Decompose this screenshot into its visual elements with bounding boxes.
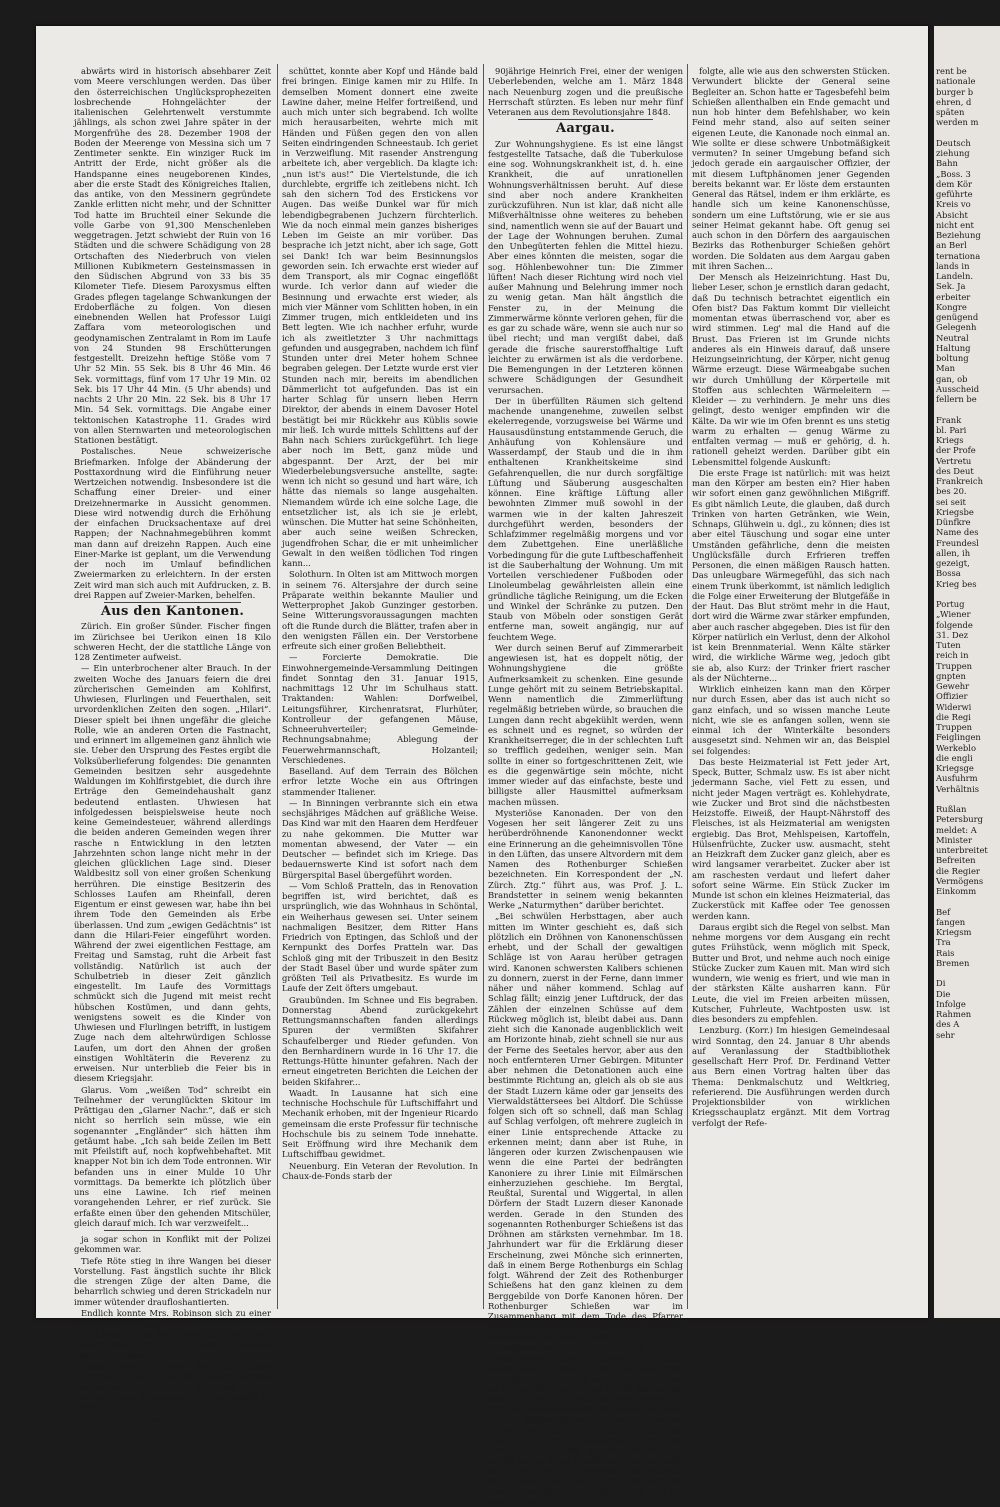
paragraph: Tiefe Röte stieg in ihre Wangen bei dieser Vorstellung. Fast ängstlich suchte ihr Blick die strengen Züge der alten Dame, die beharrlich schwieg und deren Strickadeln nur immer wütender draufloshantierten. <box>74 1255 271 1307</box>
cropped-text-line: erbeiter <box>936 291 971 302</box>
cropped-text-line: Werkeblo <box>936 742 976 753</box>
cropped-text-line: Die <box>936 988 951 999</box>
cropped-text-line: Vertretu <box>936 455 972 466</box>
cropped-text-line: Widerwi <box>936 701 972 712</box>
cropped-text-line: Tra <box>936 937 951 948</box>
cropped-text-line: Gelegenh <box>936 322 977 333</box>
cropped-text-line: Kriegsm <box>936 927 972 937</box>
paragraph: folgte, alle wie aus den schwersten Stücken. Verwundert blickte der General seine Begleiter an. Schon hatte er Tagesbefehl beim Schießen allenthalben ein Ende gemacht und nun hob hinter dem Befehlshaber, wo kein Feind mehr stand, also auf seiten seiner eigenen Leute, die Kanonade noch einmal an. Wie sollte er diese schwere Unbotmäßigkeit vermuten? In seiner Umgebung befand sich jedoch gerade ein aargauischer Offizier, der mit diesem Luftphänomen jener Gegenden bereits bekannt war. Er löste dem erstaunten General das Rätsel, indem er ihm erklärte, es handle sich um keine Kanonenschüsse, sondern um eine Luftstörung, wie er sie aus seiner Heimat gekannt habe. Oft genug sei auch schon in den Dörfern des aargauischen Bezirks das Rothenburger Schießen gehört worden. Die Soldaten aus dem Aargau gaben mit ihren Sachen... <box>692 66 890 271</box>
newspaper-page <box>36 26 928 1507</box>
cropped-text-line: genügend <box>936 312 979 322</box>
paragraph: — Forcierte Demokratie. Die Einwohnergemeinde-Versammlung Deitingen findet Sonntag den 31. Januar 1915, nachmittags 12 Uhr im Schulhaus statt. Traktanden: Wahlen: Dorfweibel, Leitungsführer, Kirchenratsrat, Flurhüter, Kontrolleur der gefangenen Mäuse, Schneeruhverteiler; Gemeinde-Rechnungsabnahme; Ablegung der Feuerwehrmannschaft, Holzanteil; Verschiedenes. <box>282 652 478 765</box>
paragraph: „Bei schwülen Herbsttagen, aber auch mitten im Winter geschieht es, daß sich plötzlich ein Dröhnen von Kanonenschüssen erhebt, und der Schall der gewaltigen Schläge ist von Aarau herüber getragen wird. Kanonen schwersten Kalibers schienen zu donnern, zuerst in der Ferne, dann immer näher und näher kommend. Schlag auf Schlag fällt; einzig jener Luftdruck, der das Zählen der einzelnen Schüsse auf dem Rückweg möglich ist, bleibt dabei aus. Dann zieht sich die Kanonade augenblicklich weit am Horizonte hinab, zieht schnell sie nur aus der Ferne des Seetales hervor, aber aus den noch entfernteren Urner Gebirgen. Mitunter aber nehmen die Detonationen auch eine bestimmte Richtung an, gleich als ob sie aus der Stadt Luzern käme oder gar jenseits des Vierwaldstättersees bei Altdorf. Die Schüsse folgen sich oft so schnell, daß man Schlag auf Schlag verfolgen, oft mehrere zugleich in einer Linie entsprechende Attacke zu erkennen meint; dann aber ist Ruhe, in längeren oder kurzen Zwischenpausen wie wenn die eine Partei der bedrängten Kanoniere zu ihrer Linie mit Eilmärschen einherzuziehen geschiehe. Im Bergtal, Reußtal, Surental und Wiggertal, in allen Dörfern der Stadt Luzern dieser Kanonade werden. Gerade in den Stunden des sogenannten Rothenburger Schießens ist das Dröhnen am stärksten vernehmbar. Im 18. Jahrhundert war für die Erklärung dieser Erscheinung, zwei Mönche sich erinnerten, daß in einem Berge Rothenburgs ein Schlag folgt. Während der Zeit des Rothenburger Schießens hat den ganz kleinen zu dem Berggebilde von Dorfe Kanonen hören. Der Rothenburger Schießen war im Zusammenhang mit dem Tode des Pfarrer Schüpfer, der noch 1847 mit seinen Truppen geschlossen die Stadt Luzern...“ <box>488 911 683 1342</box>
column-rule <box>483 64 484 1309</box>
divider <box>518 119 653 120</box>
cropped-text-line: Verhältnis <box>936 783 980 794</box>
cropped-text-line: rent be <box>936 66 967 76</box>
cropped-text-line <box>936 128 996 138</box>
cropped-text-line: Frankreich <box>936 476 983 486</box>
paragraph: — Ein unterbrochener alter Brauch. In der zweiten Woche des Januars feiern die drei zürcherischen Gemeinden am Kohlfirst, Uhwiesen, Flurlingen und Feuerthalen, seit urvordenklichen Zeiten den sogen. „Hilari“. Dieser spielt bei ihnen ungefähr die gleiche Rolle, wie an anderen Orten die Fastnacht, und erinnert im allgemeinen ganz ähnlich wie sie. Ueber den Ursprung des Festes ergibt die Volksüberlieferung folgendes: Die genannten Gemeinden besitzen sehr ausgedehnte Waldungen im Kohlfirstgebiet, die durch ihre Erträge den Gemeindehaushalt ganz bedeutend entlasten. Uhwiesen hat infolgedessen beispielsweise heute noch keine Gemeindesteuer, während allerdings die beiden anderen Gemeinden wegen ihrer rasche n Entwicklung in den letzten Jahrzehnten schon lange nicht mehr in der gleichen glücklichen Lage sind. Dieser Waldbesitz soll von einer großen Schenkung herrühren. Die einstige Besitzerin des Schlosses Laufen am Rheinfall, deren Eigentum er einst gewesen war, habe ihn bei ihrem Tode den Gemeinden als Erbe überlassen. Und zum „ewigen Gedächtnis“ ist dann die Hilari-Feier eingeführt worden. Während der zwei eigentlichen Festtage, am Freitag und Samstag, ruht die Arbeit fast vollständig. Natürlich ist auch der Schulbetrieb in dieser Zeit gänzlich eingestellt. Im Laufe des Vormittags schmückt sich die Jugend mit meist recht hübschen Kostümen, und dann gehts, wenigstens soweit es die Kinder von Uhwiesen und Flurlingen betrifft, in lustigem Zuge nach dem altehrwürdigen Schlosse Laufen, um dort den Ahnen der großen einstigen Wohltäterin die Reverenz zu erweisen. Nur unterblieb die Feier bis in diesem Kriegsjahr. <box>74 663 271 1084</box>
cropped-text-line: Ausfuhrm <box>936 773 978 784</box>
cropped-text-line: Bossa <box>936 568 961 579</box>
cropped-text-line: Landeln. <box>936 271 974 281</box>
cropped-text-line: Tuten <box>936 640 961 650</box>
cropped-text-line <box>936 896 996 906</box>
cropped-text-line: Frank <box>936 414 962 425</box>
cropped-text-line: allen, ih <box>936 547 971 558</box>
paragraph: Der in überfüllten Räumen sich geltend machende unangenehme, zuweilen selbst ekelerregende, vorzugsweise bei Wärme und Hausausdünstung entstammende Geruch, die Anhäufung von Kohlensäure und Wasserdampf, der Staub und die in ihm enthaltenen Krankheitskeime sind Gefahrenquellen, die nur durch sorgfältige Lüftung und Säuberung ausgeschalten können. Eine kräftige Lüftung aller bewohnten Zimmer muß sowohl in der warmen wie in der kalten Jahreszeit durchgeführt werden, besonders der Schlafzimmer regelmäßig morgens und vor dem Zubettgehen. Eine unerläßliche Vorbedingung für die gute Luftbeschaffenheit ist die Sauberhaltung der Wohnung. Um mit Vorteilen verschiedener Fußboden oder Linoleumbelag gewährleisten allein eine gründliche tägliche Reinigung, um die Ecken und Winkel der Schränke zu putzen. Den Staub von Möbeln oder sonstigen Gerät entferne man, soweit angängig, nur auf feuchtem Wege. <box>488 395 683 642</box>
cropped-text-line: ehren, d <box>936 96 972 107</box>
cropped-text-line: Freundesl <box>936 537 979 548</box>
cropped-text-line: lands in <box>936 260 970 271</box>
cropped-text-line: späten <box>936 107 965 117</box>
cropped-text-line: Haltung <box>936 342 971 353</box>
cropped-text-line: 31. Dez <box>936 629 969 640</box>
cropped-text-line: Absicht <box>936 209 968 220</box>
paragraph: — Vom Schloß Pratteln, das in Renovation begriffen ist, wird berichtet, daß es ursprünglich, wie das Wohnhaus in Schöntal, ein Weiherhaus gewesen sei. Unter seinem nachmaligen Besitzer, dem Ritter Hans Friedrich von Eptingen, das Schloß und der Kernpunkt des Dorfes Pratteln war. Das Schloß ging mit der Tribuszeit in den Besitz der Stadt Basel über und wurde später zum größten Teil als Privatbesitz. Es wurde im Laufe der Zeit öfters umgebaut. <box>282 880 478 994</box>
column-rule <box>277 64 278 1309</box>
cropped-text-line: gezeigt, <box>936 558 970 568</box>
section-heading: Aargau. <box>556 121 615 137</box>
continuation-note: (Fortsetzung folgt.) <box>133 1416 212 1426</box>
paragraph: Wirklich einheizen kann man den Körper nur durch Essen, aber das ist auch nicht so ganz einfach, und so wissen manche Leute nicht, wie sie es anfangen sollen, wenn sie einmal ich der Winterkälte besonders ausgesetzt sind. Nehmen wir an, das Beispiel sei folgendes: <box>692 684 890 756</box>
cropped-text-line: der Profe <box>936 445 976 456</box>
paragraph: Wer durch seinen Beruf auf Zimmerarbeit angewiesen ist, hat es doppelt nötig, der Wohnungshygiene die größte Aufmerksamkeit zu schenken. Eine gesunde Lunge gehört mit zu seinem Betriebskapital. Wenn namentlich die Zimmerlüftung regelmäßig betrieben würde, so brauchen die Lungen dann recht abgekühlt werden, wenn es schneit und es regnet, so würden der Krankheitserreger, die in der schlechten Luft so trefflich gedeihen, weniger sein. Man sollte in einer so fortgeschrittenen Zeit, wie es die gegenwärtige sein möchte, nicht immer wieder auf das einfachste, beste und billigste aller Hausmittel aufmerksam machen müssen. <box>488 642 683 807</box>
cropped-text-line: Bahn <box>936 158 958 169</box>
cropped-text-line: Kongre <box>936 301 967 312</box>
paragraph: Zürich. Ein großer Sünder. Fischer fingen im Zürichsee bei Uerikon einen 18 Kilo schweren Hecht, der die stattliche Länge von 128 Zentimeter aufweist. <box>74 621 271 662</box>
adjacent-page-column <box>936 66 996 1040</box>
paragraph: „Wen? Wen?“ echote die alte Dame aufgeregt. „Nun — natürlich unsere Virginia und meinen braven Sohn, der eben wieder tam, um Ihnen, Mademoiselle, Gesellschaft zu leisten.“ <box>74 1361 271 1412</box>
cropped-text-line: des A <box>936 1019 960 1030</box>
paragraph: 90jährige Heinrich Frei, einer der wenigen Ueberlebenden, welche am 1. März 1848 nach Neuenburg zogen und die preußische Herrschaft stürzten. Es leben nur mehr fünf Veteranen aus dem Revolutionsjahre 1848. <box>488 66 683 117</box>
divider <box>104 602 241 603</box>
cropped-text-line: die engli <box>936 752 973 763</box>
cropped-text-line: Infolge <box>936 998 966 1009</box>
cropped-text-line: dem Kör <box>936 178 972 189</box>
paragraph: Glarus. Vom „weißen Tod“ schreibt ein Teilnehmer der verunglückten Skitour im Prättigau den „Glarner Nachr.“, daß er sich nicht so herrlich sein müsse, wie ein sogenannter „Engländer“ sich hätten ihm getäumt habe. „Ich sah beide Zeilen im Bett mit Pfeilstift auf, noch kopfwehbehaftet. Mit knapper Not bin ich dem Tode entronnen. Wir befanden uns in einer Mulde 10 Uhr vormittags. Da bemerkte ich plötzlich über uns eine Lawine. Ich rief meinen vorangehenden Lehrer, er rief zurück. Sie erfaßte einen über den gehenden Mitschüler, gleich darauf mich. Ich war verzweifelt... <box>74 1084 271 1228</box>
cropped-text-line: gan, ob <box>936 373 968 384</box>
paragraph: Das beste Heizmaterial ist Fett jeder Art, Speck, Butter, Schmalz usw. Es ist aber nicht jedermann Sache, viel Fett zu essen, und nicht jeder Magen verträgt es. Kohlehydrate, wie Zucker und Brot sind die nächstbesten Heizstoffe. Eiweiß, der Haupt-Nährstoff des Fleisches, ist als Heizmaterial am wenigsten ergiebig. Das Brot, Mehlspeisen, Kartoffeln, Hülsenfrüchte, Zucker usw. ausmacht, steht an Heizkraft dem Zucker ganz gleich, aber es wird langsamer verarbeitet. Zucker aber ist am raschesten verdaut und liefert daher sofort seine Wärme. Ein Stück Zucker im Munde ist schon ein kleines Heizmaterial, das Zuckerstück mit Kaffee oder Tee genossen werden kann. <box>692 756 890 921</box>
cropped-text-line: ternationa <box>936 250 981 261</box>
paragraph: Postalisches. Neue schweizerische Briefmarken. Infolge der Abänderung der Posttaxordnung wird die Einführung neuer Wertzeichen notwendig. Insbesondere ist die Schaffung einer Dreier- und einer Dreizehnermarke in Aussicht genommen. Diese wird notwendig durch die Erhöhung der einfachen Drucksachentaxe auf drei Rappen; der Nachnahmegebühren kommt man dann auf dreizehn Rappen. Auch eine Einer-Marke ist geplant, um die Verwendung der noch im Umlauf befindlichen Zweiermarken zu erleichtern. In der ersten Zeit wird man sich auch mit Aufdrucken, z. B. drei Rappen auf Zweier-Marken, behelfen. <box>74 446 271 600</box>
section-heading: Aus den Kantonen. <box>100 604 245 619</box>
cropped-text-line: Bremen <box>936 957 970 968</box>
cropped-text-line: „Boss. 3 <box>936 168 971 179</box>
cropped-text-line: burger b <box>936 86 974 97</box>
paragraph: Die erste Frage ist natürlich: mit was heizt man den Körper am besten ein? Hier haben wir sofort einen ganz gewöhnlichen Mißgriff. Es gibt nämlich Leute, die glauben, daß durch Trinken von harten Getränken, wie Wein, Schnaps, Glühwein u. dgl., zu können; dies ist aber eitel Täuschung und sogar eine unter Umständen gefährliche, denn die meisten Unglücksfälle durch Erfrieren treffen Personen, die einen mäßigen Rausch hatten. Das unleugbare Wärmegefühl, das sich nach einem Trunk überkommt, ist nämlich lediglich die Folge einer Erweiterung der Blutgefäße in der Haut. Das Blut strömt mehr in die Haut, dort wird die Wärme zwar stärker empfunden, aber auch rascher abgegeben. Dies ist für den Körper natürlich ein Verlust, denn der Alkohol ist kein Brennmaterial. Wenn Kälte stärker wird, die wirkliche Wärme weg, jedoch gibt sie ab, also Kurz: der Trinker friert rascher als der Nüchterne... <box>692 467 890 683</box>
cropped-text-line: Neutral <box>936 332 969 343</box>
cropped-text-line: Minister <box>936 834 972 845</box>
cropped-text-line: bes 20. <box>936 486 967 497</box>
cropped-text-line <box>936 968 996 978</box>
column-4 <box>692 66 890 1301</box>
cropped-text-line: Name des <box>936 527 979 538</box>
cropped-text-line: folgende <box>936 619 973 630</box>
paragraph: abwärts wird in historisch absehbarer Zeit vom Meere verschlungen werden. Das über den österreichischen Unglücksprophezeiten losbrechende Hohngelächter der italienischen Gelehrtenwelt verstummte jählings, als schon zwei Jahre später in der Morgenfrühe des 28. Dezember 1908 der Boden der Meerenge von Messina sich um 7 Zentimeter senkte. Ein winziger Ruck im Antritt der Erde, nicht größer als die Handspanne eines neugeborenen Kindes, aber die erste Stadt des Königreiches Italien, das antike, von den Messinern gegründete Zankle erlitten nicht mehr, und der Schnitter Tod hatte im Bruchteil einer Sekunde die volle Garbe von 91,300 Menschenleben weggetragen. Jetzt schwiebt der Ruin von 16 Städten und die schwere Schädigung von 28 Ortschaften des Niederbruch von vielen Millionen Kubikmetern Gesteinsmassen in den Südischen Abgrund von 33 bis 35 Kilometer Tiefe. Diesem Paroxysmus elften Grades pflegen tagelange Schwankungen der Erdoberfläche zu folgen. Von diesen einebnenden Wellen hat Professor Luigi Zaffara vom meteorologischen und geodynamischen Zentralamt in Rom im Laufe von 24 Stunden 98 Erschütterungen festgestellt. Dreizehn heftige Stöße vom 7 Uhr 52 Min. 55 Sek. bis 8 Uhr 46 Min. 46 Sek. vormittags, fünf vom 17 Uhr 19 Min. 02 Sek. bis 17 Uhr 44 Min. (5 Uhr abends) und nachts 2 Uhr 20 Min. 22 Sek. bis 8 Uhr 17 Min. 54 Sek. vormittags. Die Angabe einer tektonischen Katastrophe 11. Grades wird von allen Sternwarten und meteorologischen Stationen bestätigt. <box>74 66 271 445</box>
cropped-text-line <box>936 404 996 414</box>
cropped-text-line: gnpten <box>936 670 966 681</box>
cropped-text-line: Feiglingen <box>936 732 981 743</box>
paragraph: schüttet, konnte aber Kopf und Hände bald frei bringen. Einige kamen mir zu Hilfe. In demselben Moment donnert eine zweite Lawine daher, meine Helfer fortreißend, und auch mich unter sich begrabend. Ich wollte mich herausarbeiten, wehrte mich mit Händen und Füßen gegen den von allen Seiten eindringenden Schneestaub. Ich geriet in Verzweiflung. Mit rasender Anstrengung arbeitete ich, aber vergeblich. Da klagte ich: „nun ist's aus!“ Die Viertelstunde, die ich durchlebte, ergriffe ich zeitlebens nicht. Ich sah den sichern Tod des Erstickens vor Augen. Das weiße Dunkel war für mich lebendigbegrabenen Juchzern fürchterlich. Wie da noch einmal mein ganzes bisheriges Leben im Geiste an mir vorüber. Das besprache ich jetzt nicht, aber ich sage, Gott sei Dank! Ich war beim Besinnungslos geworden sein. Ich erwachte erst wieder auf dem Transport, als mir Cognac eingeflößt wurde. Ich verlor dann auf wieder die Besinnung und erwachte erst wieder, als mich vier Männer vom Schlitten hoben, in ein Zimmer trugen, mich entkleideten und ins Bett legten. Wie ich nachher erfuhr, wurde ich als zweitletzter 3 Uhr nachmittags gefunden und ausgegraben, nachdem ich fünf Stunden unter drei Meter hohem Schnee begraben gelegen. Der Letzte wurde erst vier Stunden nach mir, bereits im abendlichen Dämmerlicht tot aufgefunden. Das ist ein harter Schlag für unsern lieben Herrn Direktor, der abends in einem Davoser Hotel bestätigt bei mir Rückkehr aus Küblis sowie mir ließ. Ich wurde mittels Schlittens auf der Bahn nach Schiers zurückgeführt. Ich liege aber noch im Bett, ganz müde und abgespannt. Der Arzt, der bei mir Wiederbelebungsversuche anstellte, sagte: wenn ich nicht so gesund und hart wäre, ich hätte das niemals so lange ausgehalten. Niemandem würde ich eine solche Lage, die entsetzlicher ist, als ich sie je erlebt, wünschen. Die Mutter hat seine Schönheiten, aber auch seine weißen Schrecken, jugendfrohen Schar, die er mit unheimlicher Gewalt in den weißen tödlichen Tod ringen kann... <box>282 66 478 568</box>
cropped-text-line <box>936 589 996 599</box>
cropped-text-line: meldet: A <box>936 824 977 835</box>
paragraph: — In Binningen verbrannte sich ein etwa sechsjähriges Mädchen auf gräßliche Weise. Das Kind war mit den Haaren dem Herdfeuer zu nahe gekommen. Die Mutter war momentan abwesend, der Vater — ein Deutscher — befindet sich im Kriege. Das bedauernswerte Kind ist sofort nach dem Bürgerspital Basel übergeführt worden. <box>282 797 478 880</box>
cropped-text-line: Rahmen <box>936 1009 972 1019</box>
cropped-text-line: unterbreitet <box>936 845 988 855</box>
cropped-text-line: Rußlan <box>936 804 967 814</box>
cropped-text-line: sehr <box>936 1029 955 1040</box>
cropped-text-line: bl. Pari <box>936 424 967 435</box>
paragraph: ja sogar schon in Konflikt mit der Polizei gekommen war. <box>74 1234 271 1255</box>
cropped-text-line: fellern be <box>936 394 977 404</box>
cropped-text-line: Kriegsge <box>936 763 974 773</box>
paragraph: Der Mensch als Heizeinrichtung. Hast Du, lieber Leser, schon je ernstlich daran gedacht, daß Du technisch betrachtet eigentlich ein Ofen bist? Das Faktum kommt Dir vielleicht momentan etwas überraschend vor, aber es wird stimmen. Leg' mal die Hand auf die Brust. Das Frieren ist im Grunde nichts anderes als ein Hinweis darauf, daß unsere Heizungseinrichtung, der Körper, nicht genug Wärme erzeugt. Diese Wärmeabgabe suchen wir durch Umhüllung der Körperteile mit Stoffen aus schlechten Wärmeleitern — Kleider — zu verhindern. Je mehr uns dies gelingt, desto weniger empfinden wir die Kälte. Da wir wie im Ofen brennt es uns stetig warm zu erhalten — genug Wärme zu entfalten vermag — muß er gehörig, d. h. rationell geheizt werden. Darüber gibt ein Lebensmittel folgende Auskunft: <box>692 272 890 467</box>
cropped-text-line: Petersburg <box>936 814 983 825</box>
cropped-text-line: Gewehr <box>936 681 970 691</box>
column-3 <box>488 66 683 1507</box>
cropped-text-line: nationale <box>936 76 976 87</box>
cropped-text-line <box>936 794 996 804</box>
cropped-text-line: Kriegs <box>936 435 964 445</box>
paragraph: Daraus ergibt sich die Regel von selbst. Man nehme morgens vor dem Ausgang ein recht gutes Frühstück, wenn möglich mit Speck, Butter und Brot, und nehme auch noch einige Stücke Zucker zum Kauen mit. Man wird sich wundern, wie wenig es friert, und wie man in der stärksten Kälte ausharren kann. Für Leute, die viel im Freien arbeiten müssen, Kutscher, Fuhrleute, Wachtposten usw. ist dies besonders zu empfehlen. <box>692 921 890 1024</box>
cropped-text-line: nicht ent <box>936 219 974 230</box>
column-1 <box>74 66 271 1426</box>
cropped-text-line: Man <box>936 363 955 374</box>
cropped-text-line: Truppen <box>936 722 973 732</box>
cropped-text-line: Einkomm <box>936 886 977 896</box>
cropped-text-line: Offizier <box>936 691 968 702</box>
column-rule <box>687 64 688 1309</box>
cropped-text-line: Di <box>936 978 946 989</box>
cropped-text-line: Kreis vo <box>936 199 971 210</box>
cropped-text-line: an Berl <box>936 240 967 251</box>
divider <box>104 1230 241 1231</box>
cropped-text-line: sei seit <box>936 496 966 507</box>
paragraph: Waadt. In Lausanne hat sich eine technische Hochschule für Luftschiffahrt und Mechanik erhoben, mit der Ingenieur Ricardo gemeinsam die erste Professur für technische Hochschule bis zu seinem Tode innehatte. Seit Eröffnung wird ihre Mechanik dem Luftschiffbau gewidmet. <box>282 1087 478 1160</box>
cropped-text-line: Deutsch <box>936 137 971 148</box>
adjacent-page-edge <box>934 26 1000 1318</box>
paragraph: Neuenburg. Ein Veteran der Revolution. In Chaux-de-Fonds starb der <box>282 1160 478 1181</box>
cropped-text-line: Beziehung <box>936 230 981 240</box>
paragraph: Erwähnenswert ist, daß im Sonderbundsfeldzuge General Dufour Gelegenheit hatte, das Rothenburger Schießen zu hören. Es war dies bei Gisikon im Winter 1847 wo er den Befehl gab, so die Stadt Luzern den anrücken eidgenössischen Truppen überschwemmt. Es würde von allen Seiten Waffenstillstand zugesagt, General Dufour aber hielt es für eine Schlacht und rückte mit seinen Bataillonen gegen die Stadt, und als ihm gerade gemeldet, er werde gegen seine Bataillone gezogen, habe er zu überblicken. Da vernahm man plötzlich im Rücken an der Reuß ein heftiges Kanonieren, das hauptsächlich, dem bald ein zweiter und dritte <box>488 1342 683 1507</box>
paragraph: Baselland. Auf dem Terrain des Bölchen erfror letzte Woche ein aus Oftringen stammender Italiener. <box>282 766 478 797</box>
paragraph: Mysteriöse Kanonaden. Der von den Vogesen her seit längerer Zeit zu uns herüberdröhnende Kanonendonner weckt eine Erinnerung an die geheimnisvollen Töne in den Lüften, das unsere Altvordern mit dem Namen des Rothenburger Schießen bezeichneten. Ein Korrespondent der „N. Zürch. Ztg.“ führt aus, was Prof. J. L. Brandstetter in seinem wenig bekannten Werke „Naturmythen“ darüber berichtet. <box>488 807 683 910</box>
cropped-text-line: Rais <box>936 947 955 958</box>
cropped-text-line: Krieg bes <box>936 578 977 589</box>
cropped-text-line: fangen <box>936 916 966 927</box>
cropped-text-line: des Deut <box>936 465 974 476</box>
cropped-text-line: werden m <box>936 117 979 128</box>
cropped-text-line: Bef <box>936 906 951 917</box>
cropped-text-line: Portug <box>936 599 965 609</box>
paragraph: Zur Wohnungshygiene. Es ist eine längst festgestellte Tatsache, daß die Tuberkulose eine sog. Wohnungskrankheit ist, d. h. eine Krankheit, die auf unrationellen Wohnungsverhältnissen beruht. Auf diese sind aber noch andere Krankheiten zurückzuführen. Nun ist klar, daß nicht alle Mißverhältnisse ohne weiteres zu beheben sind, namentlich wenn sie auf der Bauart und der Lage der Wohnungen beruhen. Zumal den Unbegüterten fehlen die Mittel hiezu. Aber eines könnten die meisten, sogar die sog. Höhlenbewohner tun: Die Zimmer lüften! Nach dieser Richtung wird noch viel außer Mahnung und Belehrung immer noch zu wenig getan. Man hält ängstlich die Fenster zu, in der Meinung die Zimmerwärme könnte verloren gehen, für die es gar zu schade wäre, wenn sie auch nur so übel riecht; und man vergißt dabei, daß gerade die frische saurerstoffhaltige Luft leichter zu erwärmen ist als die verdorbene. Die Bemengungen in der Letzteren können schwere Schädigungen der Gesundheit verursachen. <box>488 138 683 395</box>
cropped-text-line: Truppen <box>936 660 973 671</box>
column-2 <box>282 66 478 1301</box>
cropped-text-line: Dünfkre <box>936 517 971 527</box>
cropped-text-line: Kriegsbe <box>936 506 974 517</box>
paragraph: Lenzburg. (Korr.) Im hiesigen Gemeindesaal wird Sonntag, den 24. Januar 8 Uhr abends auf Veranlassung der Stadtbibliothek gesellschaft Herr Prof. Dr. Ferdinand Vetter aus Bern einen Vortrag halten über das Thema: Denkmalschutz und Weltkrieg, referierend. Die Ausführungen werden durch Projektionsbilder von wirklichen Kriegsschauplatz ergänzt. Mit dem Vortrag verfolgt der Refe- <box>692 1025 890 1128</box>
cropped-text-line: Vermögens <box>936 875 984 886</box>
cropped-text-line: Sek. Ja <box>936 281 966 292</box>
paragraph: „Ich habe ihn an die frische Luft geschickt.“ „Wen?“ fragte Ruth, aus ihren Grübeleien emporschreckend. <box>74 1329 271 1360</box>
cropped-text-line: „Wiener <box>936 609 971 620</box>
cropped-text-line: Ausscheid <box>936 383 980 394</box>
cropped-text-line: reich in <box>936 650 969 661</box>
cropped-text-line: ziehung <box>936 148 970 158</box>
paragraph: Endlich konnte Mrs. Robinson sich zu einer kurzen Bemerkung: <box>74 1307 271 1328</box>
cropped-text-line: geführte <box>936 189 973 199</box>
paragraph: Graubünden. Im Schnee und Eis begraben. Donnerstag Abend zurückgekehrt Rettungsmannschaften fanden allerdings Spuren der vermißten Skifahrer Schaufelberger und Rieder gefunden. Von den Bernhardinern wurde in 16 Uhr 17. die Rettungs-Hütte hinunter gefahren. Nach der erneut eingetreten Berichten die Leichen der beiden Skifahrer... <box>282 994 478 1087</box>
cropped-text-line: die Regi <box>936 711 971 722</box>
paragraph: Solothurn. In Olten ist am Mittwoch morgen in seinem 76. Altersjahre der durch seine Präparate weithin bekannte Maulier und Wetterprophet Jakob Gunzinger gestorben. Seine Witterungsvoraussagungen machten oft die Runde durch die Blätter, trafen aber in den wenigsten Fällen ein. Der Verstorbene erfreute sich einer großen Beliebtheit. <box>282 569 478 651</box>
cropped-text-line: die Regier <box>936 865 980 876</box>
cropped-text-line: boltung <box>936 353 969 363</box>
cropped-text-line: Befreiten <box>936 855 976 866</box>
